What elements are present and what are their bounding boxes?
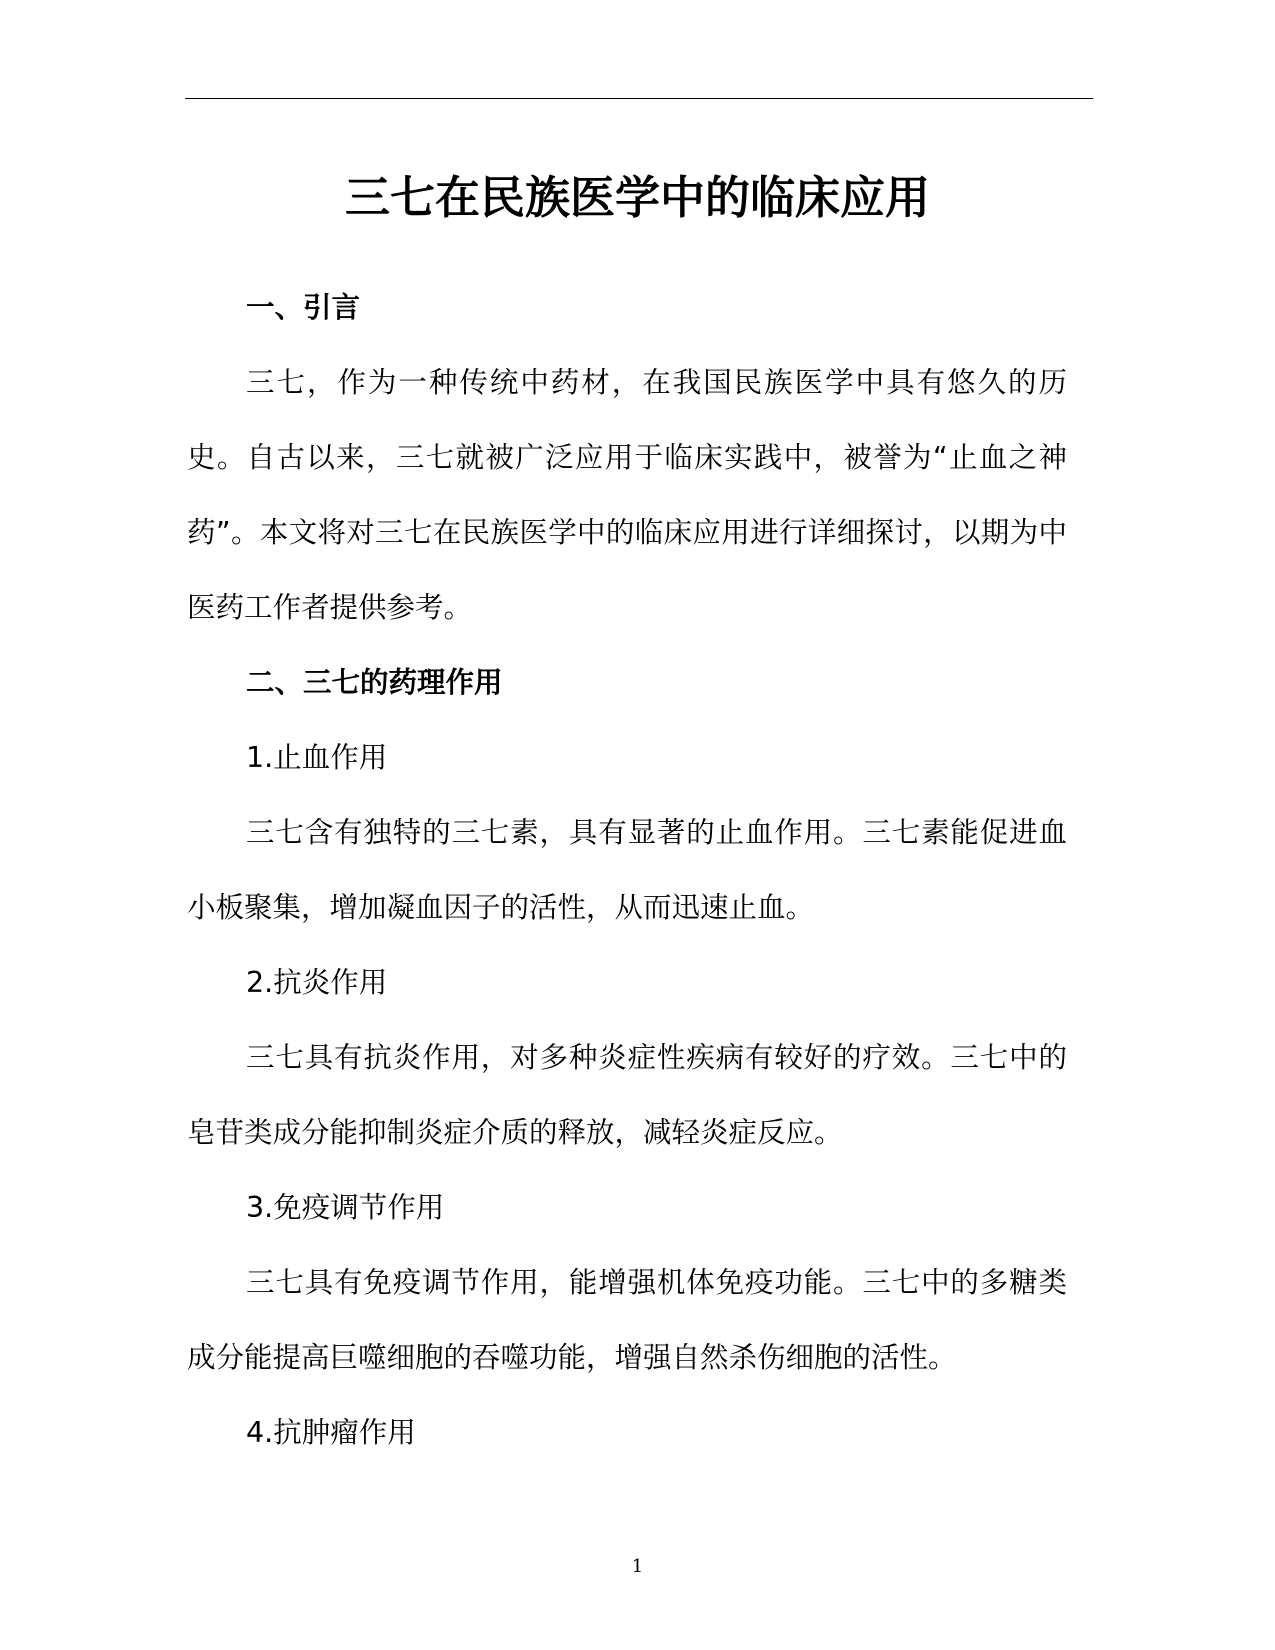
- intro-paragraph: 三七，作为一种传统中药材，在我国民族医学中具有悠久的历史。自古以来，三七就被广泛应用于临床实践中，被誉为“止血之神药”。本文将对三七在民族医学中的临床应用进行详细探讨，以期为中医药工作者提供参考。: [187, 366, 1067, 624]
- header-rule: [185, 98, 1093, 99]
- subheading-anti-inflammatory: 2.抗炎作用: [246, 966, 388, 999]
- section-heading-intro: 一、引言: [246, 291, 361, 324]
- subheading-anti-tumor: 4.抗肿瘤作用: [246, 1416, 416, 1449]
- subheading-hemostasis: 1.止血作用: [246, 741, 388, 774]
- paragraph-hemostasis: 三七含有独特的三七素，具有显著的止血作用。三七素能促进血小板聚集，增加凝血因子的活性，从而迅速止血。: [187, 816, 1067, 924]
- paragraph-anti-inflammatory: 三七具有抗炎作用，对多种炎症性疾病有较好的疗效。三七中的皂苷类成分能抑制炎症介质的释放，减轻炎症反应。: [187, 1041, 1067, 1149]
- document-title: 三七在民族医学中的临床应用: [344, 171, 930, 224]
- section-heading-pharmacology: 二、三七的药理作用: [246, 666, 503, 699]
- subheading-immune-regulation: 3.免疫调节作用: [246, 1191, 445, 1224]
- page-number: 1: [631, 1556, 644, 1577]
- document-body: [187, 270, 1067, 1470]
- paragraph-immune-regulation: 三七具有免疫调节作用，能增强机体免疫功能。三七中的多糖类成分能提高巨噬细胞的吞噬功能，增强自然杀伤细胞的活性。: [187, 1266, 1067, 1374]
